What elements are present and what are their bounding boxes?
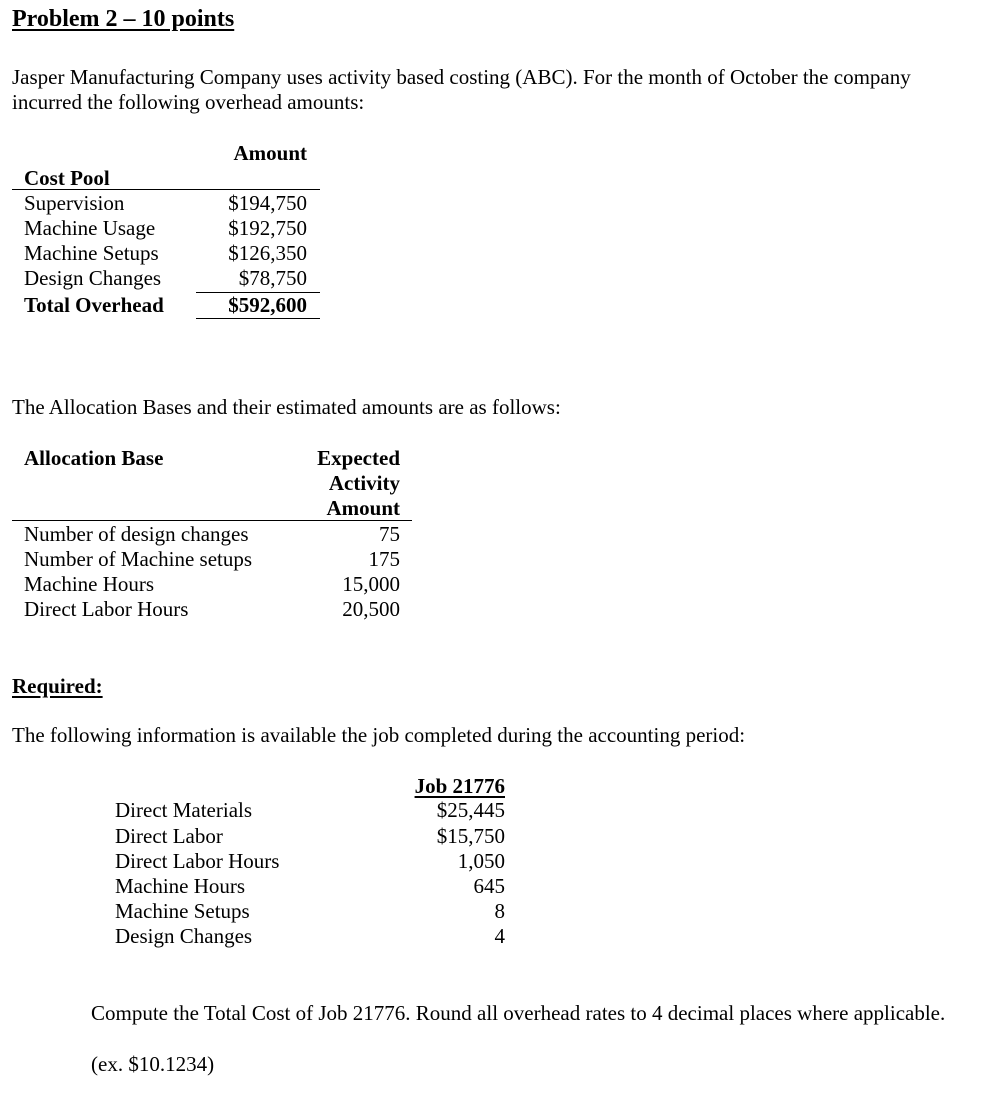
allocation-row-label: Number of Machine setups <box>24 547 253 571</box>
instruction-text: Compute the Total Cost of Job 21776. Round all overhead rates to 4 decimal places where applicable. <box>91 1001 946 1025</box>
allocation-row-amount: 15,000 <box>342 572 400 596</box>
job-row-value: 4 <box>494 924 505 948</box>
cost-pool-row-amount: $78,750 <box>238 266 307 290</box>
cost-pool-row-label: Supervision <box>24 191 125 215</box>
cost-pool-header: Cost Pool <box>24 166 110 190</box>
allocation-intro: The Allocation Bases and their estimated amounts are as follows: <box>12 395 561 419</box>
allocation-row-amount: 20,500 <box>342 597 400 621</box>
intro-line-1: Jasper Manufacturing Company uses activity based costing (ABC). For the month of October the company <box>12 65 911 89</box>
required-label: Required: <box>12 674 103 698</box>
example-text: (ex. $10.1234) <box>91 1052 215 1076</box>
allocation-row-amount: 75 <box>379 522 400 546</box>
activity-header-line: Amount <box>326 496 400 520</box>
job-row-label: Design Changes <box>115 924 253 948</box>
job-row-label: Machine Setups <box>115 899 250 923</box>
job-row-value: 1,050 <box>457 849 505 873</box>
job-row-value: $25,445 <box>436 798 505 822</box>
job-row-label: Machine Hours <box>115 874 246 898</box>
job-row-label: Direct Materials <box>115 798 253 822</box>
job-row-value: 8 <box>494 899 505 923</box>
intro-line-2: incurred the following overhead amounts: <box>12 90 365 114</box>
activity-header-line: Expected <box>317 446 400 470</box>
job-header: Job 21776 <box>414 774 505 798</box>
amount-header: Amount <box>233 141 307 165</box>
job-row-label: Direct Labor <box>115 824 223 848</box>
job-row-value: 645 <box>473 874 505 898</box>
page-title: Problem 2 – 10 points <box>12 6 235 32</box>
allocation-row-amount: 175 <box>368 547 400 571</box>
job-row-label: Direct Labor Hours <box>115 849 280 873</box>
allocation-base-header: Allocation Base <box>24 446 164 470</box>
total-overhead-amount: $592,600 <box>228 293 307 317</box>
header-rule <box>12 189 320 190</box>
cost-pool-row-amount: $192,750 <box>228 216 307 240</box>
cost-pool-row-label: Design Changes <box>24 266 162 290</box>
total-rule <box>196 318 320 319</box>
cost-pool-row-amount: $194,750 <box>228 191 307 215</box>
total-overhead-label: Total Overhead <box>24 293 164 317</box>
cost-pool-row-label: Machine Setups <box>24 241 159 265</box>
activity-header-line: Activity <box>328 471 400 495</box>
job-row-value: $15,750 <box>436 824 505 848</box>
job-intro: The following information is available the job completed during the accounting period: <box>12 723 746 747</box>
allocation-row-label: Number of design changes <box>24 522 249 546</box>
cost-pool-row-label: Machine Usage <box>24 216 156 240</box>
allocation-header-rule <box>12 520 412 521</box>
allocation-row-label: Machine Hours <box>24 572 155 596</box>
cost-pool-row-amount: $126,350 <box>228 241 307 265</box>
allocation-row-label: Direct Labor Hours <box>24 597 189 621</box>
